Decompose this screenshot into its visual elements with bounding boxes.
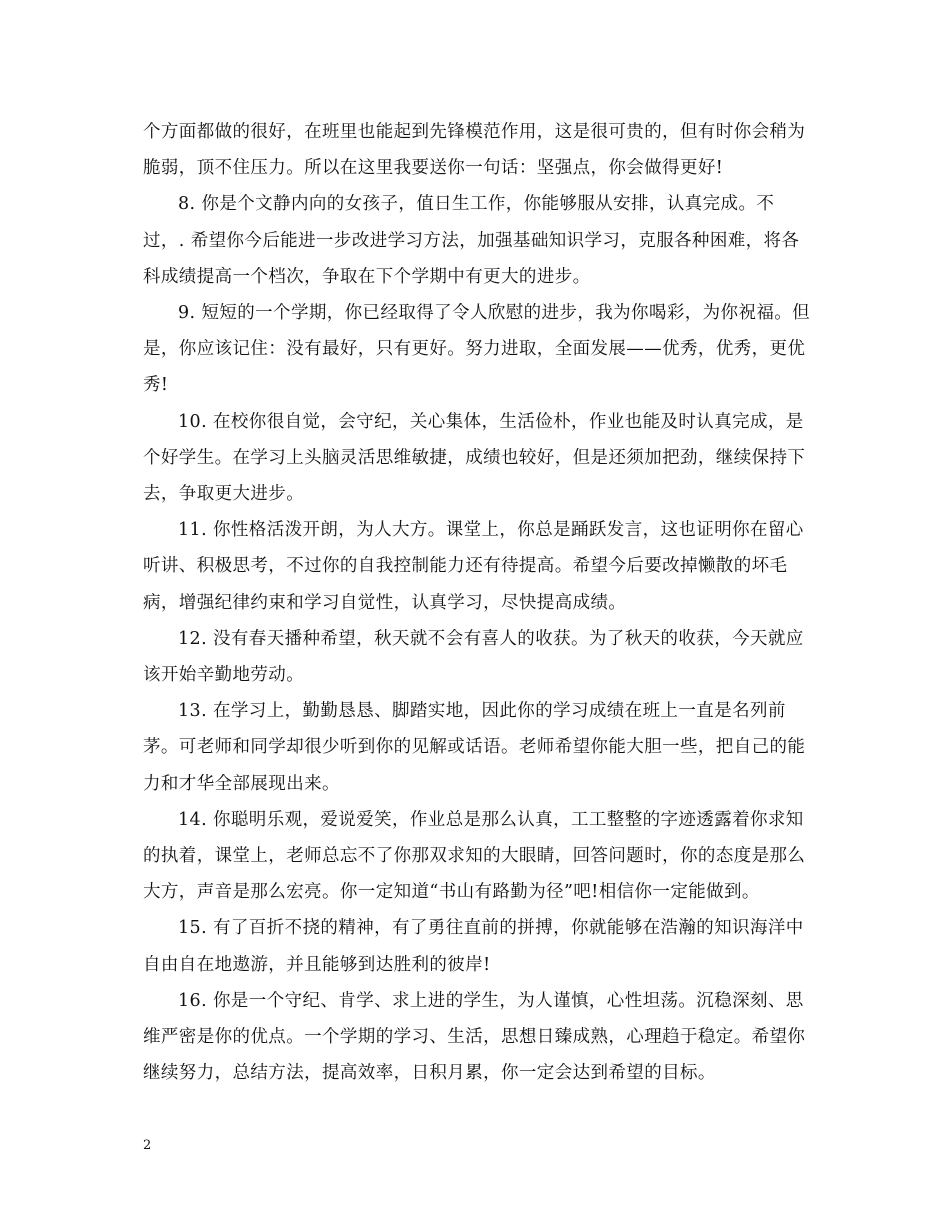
paragraph-item-10: 10. 在校你很自觉，会守纪，关心集体，生活俭朴，作业也能及时认真完成，是个好学生。在学习上头脑灵活思维敏捷，成绩也较好，但是还须加把劲，继续保持下去，争取更大进步。 — [143, 411, 806, 505]
paragraph-item-8: 8. 你是个文静内向的女孩子，值日生工作，你能够服从安排，认真完成。不过，. 希望你今后能进一步改进学习方法，加强基础知识学习，克服各种困难，将各科成绩提高一个档次，争取在下个学期中有更大的进步。 — [143, 194, 800, 287]
paragraph-item-9: 9. 短短的一个学期，你已经取得了令人欣慰的进步，我为你喝彩，为你祝福。但是，你应该记住：没有最好，只有更好。努力进取，全面发展——优秀，优秀，更优秀! — [143, 303, 811, 396]
page-number: 2 — [143, 1138, 152, 1153]
document-body — [143, 114, 813, 1091]
paragraph-item-13: 13. 在学习上，勤勤恳恳、脚踏实地，因此你的学习成绩在班上一直是名列前茅。可老师和同学却很少听到你的见解或话语。老师希望你能大胆一些，把自己的能力和才华全部展现出来。 — [143, 701, 806, 794]
paragraph-item-14: 14. 你聪明乐观，爱说爱笑，作业总是那么认真，工工整整的字迹透露着你求知的执着，课堂上，老师总忘不了你那双求知的大眼睛，回答问题时，你的态度是那么大方，声音是那么宏亮。你一定知道“书山有路勤为径”吧!相信你一定能做到。 — [143, 809, 806, 903]
paragraph-item-11: 11. 你性格活泼开朗，为人大方。课堂上，你总是踊跃发言，这也证明你在留心听讲、积极思考，不过你的自我控制能力还有待提高。希望今后要改掉懒散的坏毛病，增强纪律约束和学习自觉性，认真学习，尽快提高成绩。 — [143, 520, 804, 613]
paragraph-item-15: 15. 有了百折不挠的精神，有了勇往直前的拼搏，你就能够在浩瀚的知识海洋中自由自在地遨游，并且能够到达胜利的彼岸! — [143, 918, 804, 975]
paragraph-continuation: 个方面都做的很好，在班里也能起到先锋模范作用，这是很可贵的，但有时你会稍为脆弱，顶不住压力。所以在这里我要送你一句话：坚强点，你会做得更好! — [143, 122, 806, 179]
paragraph-item-12: 12. 没有春天播种希望，秋天就不会有喜人的收获。为了秋天的收获，今天就应该开始辛勤地劳动。 — [143, 628, 804, 686]
paragraph-item-16: 16. 你是一个守纪、肯学、求上进的学生，为人谨慎，心性坦荡。沉稳深刻、思维严密是你的优点。一个学期的学习、生活，思想日臻成熟，心理趋于稳定。希望你继续努力，总结方法，提高效率，日积月累，你一定会达到希望的目标。 — [143, 990, 806, 1084]
